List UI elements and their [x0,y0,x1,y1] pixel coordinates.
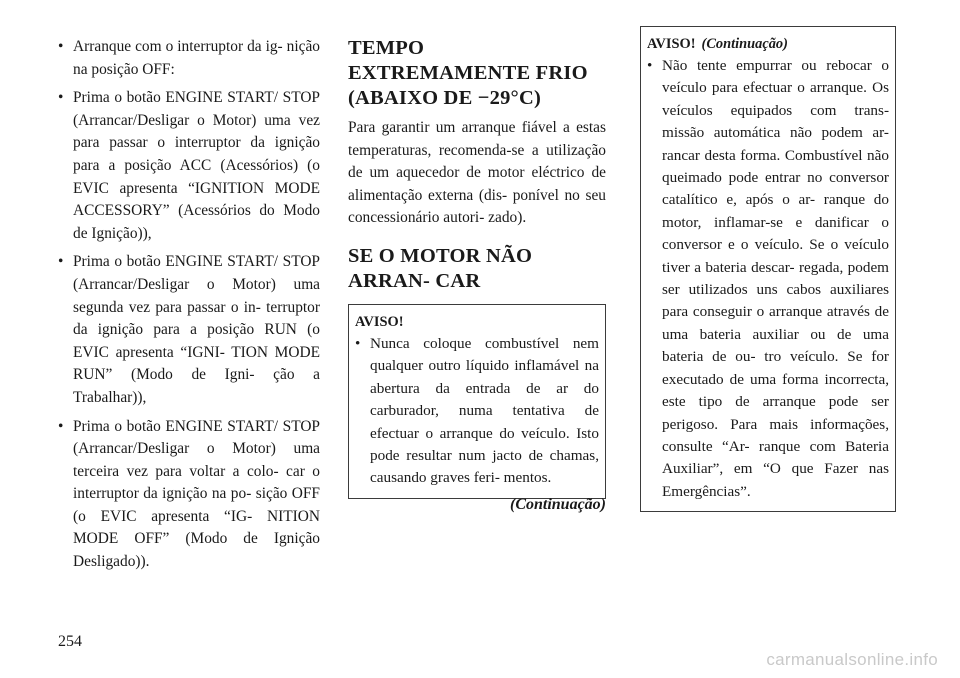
section-title-extreme-cold: TEMPO EXTREMAMENTE FRIO (ABAIXO DE −29°C) [348,37,588,109]
start-procedure-list [58,36,320,574]
warning-box-continued [640,26,896,512]
list-item-text: Arranque com o interruptor da ig- nição na posição OFF: [73,38,320,78]
warning-list [355,333,599,490]
bullet-icon: • [58,253,64,271]
warning-label: AVISO! [647,36,696,52]
warning-continued-tag: (Continuação) [701,36,788,52]
list-item [58,87,320,245]
warning-label: AVISO! [355,313,404,330]
paragraph-extreme-cold: Para garantir um arranque fiável a estas temperaturas, recomenda-se a utilização de um aquecedor de motor eléctrico de alimentação externa (dis- ponível no seu concessionário autori- zado). [348,119,606,227]
warning-heading [647,35,889,53]
bullet-icon: • [355,334,361,352]
list-item-text: Nunca coloque combustível nem qualquer outro líquido inflamável na abertura da entrada de ar do carburador, numa tentativa de efectuar o arranque do veículo. Isto pode resultar num jacto de chamas, causando graves feri- mentos. [370,334,599,487]
list-item [58,251,320,409]
column-middle [348,36,606,515]
list-item [58,416,320,574]
section-title-engine-fails: SE O MOTOR NÃO ARRAN- CAR [348,244,533,292]
warning-heading [355,313,599,331]
list-item-text: Prima o botão ENGINE START/ STOP (Arrancar/Desligar o Motor) uma segunda vez para passar o in- terruptor da ignição para a posição RUN (o EVIC apresenta “IGNI- TION MODE RUN” (Modo de Igni- ção a Trabalhar)), [73,253,320,406]
bullet-icon: • [647,57,653,74]
list-item-text: Prima o botão ENGINE START/ STOP (Arrancar/Desligar o Motor) uma terceira vez para voltar a colo- car o interruptor da ignição na po- sição OFF (o EVIC apresenta “IG- NITION MODE OFF” (Modo de Ignição Desligado)). [73,417,320,571]
column-right [640,36,896,512]
bullet-icon: • [58,89,64,107]
list-item [355,333,599,490]
warning-continued-label: (Continuação) [509,495,606,513]
page-number: 254 [58,633,82,650]
warning-list [647,55,889,503]
list-item-text: Prima o botão ENGINE START/ STOP (Arrancar/Desligar o Motor) uma vez para passar o interruptor da ignição para a posição ACC (Acessórios) (o EVIC apresenta “IGNITION MODE ACCESSORY” (Acessórios do Modo de Ignição)), [73,89,320,242]
list-item [58,36,320,81]
column-left [58,36,320,580]
list-item-text: Não tente empurrar ou rebocar o veículo para efectuar o arranque. Os veículos equipados com trans- missão automática não podem ar- rancar desta forma. Combustível não queimado pode entrar no conversor catalítico e, após o ar- ranque do motor, inflamar-se e danificar o conversor e o veículo. Se o veículo tiver a bateria descar- regada, podem ser utilizados uns cabos auxiliares para conseguir o arranque através de uma bateria auxiliar ou de uma bateria de ou- tro veículo. Se for executado de uma forma incorrecta, este tipo de arranque pode ser perigoso. Para mais informações, consulte “Ar- ranque com Bateria Auxiliar”, em “O que Fazer nas Emergências”. [662,57,889,500]
warning-box [348,304,606,499]
list-item [647,55,889,503]
bullet-icon: • [58,417,64,435]
watermark: carmanualsonline.info [766,650,938,669]
bullet-icon: • [58,38,64,55]
